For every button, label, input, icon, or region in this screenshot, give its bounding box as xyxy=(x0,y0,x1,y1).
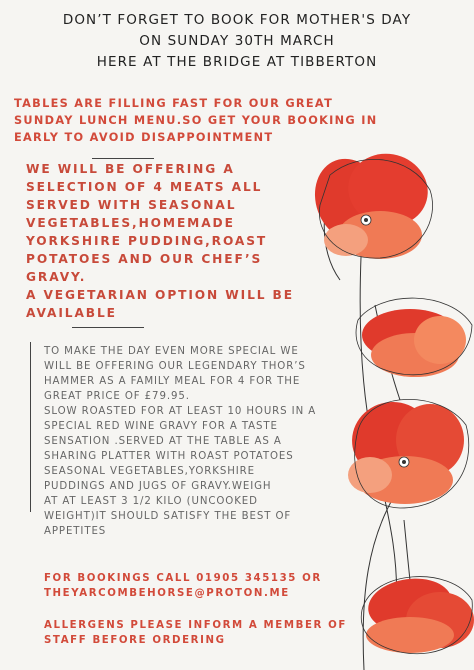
special-line: APPETITES xyxy=(44,526,107,537)
special-line: PUDDINGS AND JUGS OF GRAVY.WEIGH xyxy=(44,481,272,492)
header-heading xyxy=(0,10,474,73)
special-line: SLOW ROASTED FOR AT LEAST 10 HOURS IN A xyxy=(44,406,317,417)
allergens-line: ALLERGENS PLEASE INFORM A MEMBER OF xyxy=(44,620,347,631)
special-line: TO MAKE THE DAY EVEN MORE SPECIAL WE xyxy=(44,346,299,357)
offer-line: GRAVY. xyxy=(26,270,87,284)
header-line: HERE AT THE BRIDGE AT TIBBERTON xyxy=(96,54,378,70)
special-line: AT AT LEAST 3 1/2 KILO (UNCOOKED xyxy=(44,496,258,507)
offer-line: SELECTION OF 4 MEATS ALL xyxy=(26,180,263,194)
special-line: HAMMER AS A FAMILY MEAL FOR 4 FOR THE xyxy=(44,376,301,387)
offer-line: YORKSHIRE PUDDING,ROAST xyxy=(26,234,268,248)
offer-line: AVAILABLE xyxy=(26,306,117,320)
divider-line xyxy=(30,342,31,512)
offer-line: A VEGETARIAN OPTION WILL BE xyxy=(26,288,294,302)
offer-line: SERVED WITH SEASONAL xyxy=(26,198,237,212)
bookings-line: FOR BOOKINGS CALL 01905 345135 OR xyxy=(44,573,322,584)
special-line: SEASONAL VEGETABLES,YORKSHIRE xyxy=(44,466,255,477)
allergens-line: STAFF BEFORE ORDERING xyxy=(44,635,226,646)
special-line: WILL BE OFFERING OUR LEGENDARY THOR’S xyxy=(44,361,306,372)
header-line: ON SUNDAY 30TH MARCH xyxy=(139,33,335,49)
offer-paragraph xyxy=(26,160,346,322)
special-line: SENSATION .SERVED AT THE TABLE AS A xyxy=(44,436,282,447)
bookings-email: THEYARCOMBEHORSE@PROTON.ME xyxy=(44,588,290,599)
special-line: SPECIAL RED WINE GRAVY FOR A TASTE xyxy=(44,421,278,432)
special-line: GREAT PRICE OF £79.95. xyxy=(44,391,190,402)
poppy-flower xyxy=(304,145,436,259)
poppy-flower xyxy=(346,396,469,508)
intro-line: EARLY TO AVOID DISAPPOINTMENT xyxy=(14,131,274,144)
intro-line: TABLES ARE FILLING FAST FOR OUR GREAT xyxy=(14,97,334,110)
header-line: DON’T FORGET TO BOOK FOR MOTHER'S DAY xyxy=(62,12,412,28)
poppy-flower xyxy=(361,573,474,653)
offer-line: WE WILL BE OFFERING A xyxy=(26,162,235,176)
divider-line xyxy=(72,327,144,328)
offer-line: VEGETABLES,HOMEMADE xyxy=(26,216,235,230)
special-line: SHARING PLATTER WITH ROAST POTATOES xyxy=(44,451,294,462)
offer-line: POTATOES AND OUR CHEF’S xyxy=(26,252,263,266)
intro-paragraph xyxy=(14,95,464,146)
special-line: WEIGHT)IT SHOULD SATISFY THE BEST OF xyxy=(44,511,292,522)
divider-line xyxy=(92,158,154,159)
intro-line: SUNDAY LUNCH MENU.SO GET YOUR BOOKING IN xyxy=(14,114,378,127)
poppy-flowers-illustration xyxy=(300,140,474,670)
poppy-flower xyxy=(356,298,472,377)
